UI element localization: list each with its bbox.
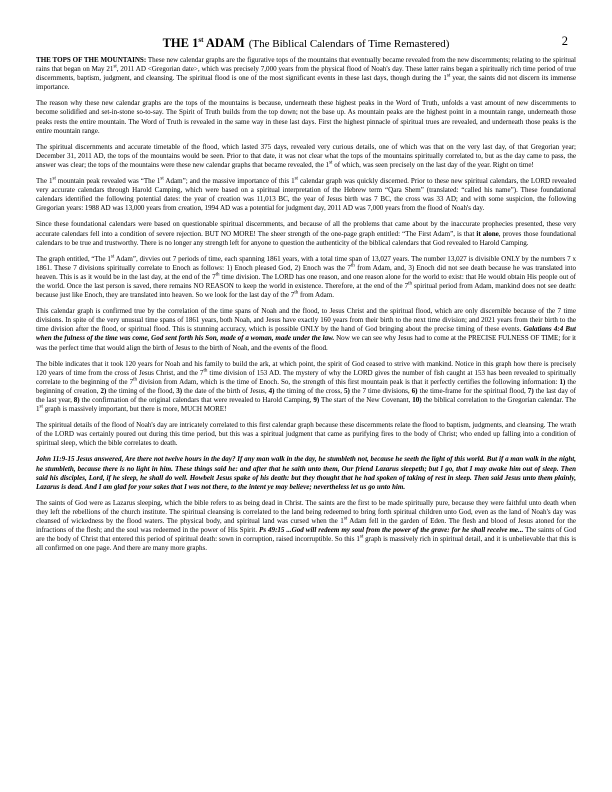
superscript-text: st [329,160,333,166]
superscript-text: st [110,254,115,260]
scripture-quote: John 11:9-15 Jesus answered, Are there not twelve hours in the day? If any man walk in the day, he stumbleth not, because he seeth the light of this world. But if a man walk in the night, he stumbleth, because there is no light in him. These things said he: and after that he saith unto them, Our friend Lazarus sleepeth; but I go, that I may awake him out of sleep. Then said his disciples, Lord, if he sleep, he shall do well. Howbeit Jesus spake of his death: but they thought that he had spoken of taking of rest in sleep. Then said Jesus unto them plainly, Lazarus is dead. And I am glad for your sakes that I was not there, to the intent ye may believe; nevertheless let us go unto him. [36,455,576,491]
text-run: The saints of God are the body of Christ that entered this period of spiritual death: sown in corruption, raised incorruptible. So this 1 [36,526,576,544]
text-run: the timing of the cross, [274,386,345,395]
superscript-text: th [350,263,355,269]
text-run: The 1 [36,177,53,186]
paragraph [36,499,576,554]
text-run: the 7 time divisions, [349,386,412,395]
superscript-text: th [133,377,137,383]
text-run: from Adam. [298,291,335,300]
text-run: The saints of God were as Lazarus sleeping, which the bible refers to as being dead in Christ. The saints are the first to be made spiritually pure, because they were faithful unto death when they left the rebellions of the church institute. The spiritual cleansing is correlated to the land being redeemed to bring forth spiritual children unto God, even as the land of Noah's day was cleansed of wickedness by the flood waters. The physical body, and spiritual land was cursed when the 1 [36,498,576,526]
text-run: The graph entitled, “The 1 [36,254,111,263]
bold-text: it alone [476,229,499,238]
text-run: the last day of the last year, [36,386,576,404]
superscript-text: st [359,534,364,540]
superscript-text: st [39,404,43,410]
text-run: from Adam, and, 3) Enoch did not see death because he was translated into heaven. This is as it would be in the last day, at the end of the 7 [36,263,576,281]
paragraph [36,99,576,135]
text-run: These new calendar graphs are the figurative tops of the mountains that eventually became revealed from the new discernments; relating to the spiritual rains that began on May 21 [36,56,576,74]
superscript-text: st [446,73,451,79]
superscript-text: th [203,368,208,374]
title-part-2: ADAM [203,36,245,50]
title-superscript: st [198,35,204,44]
text-run: division from Adam, which is the time of Enoch. So, the strength of this first mountain peak is that it perfectly certifies the following information: [137,377,560,386]
title-part-1: THE 1 [162,36,199,50]
paragraph [36,455,576,491]
superscript-text: th [215,272,220,278]
bold-text: 2) [100,386,107,395]
bold-text: 4) [268,386,275,395]
text-run: Adam”, divvies out 7 periods of time, each spanning 1861 years, with a total time span of 13,027 years. The number 13,027 is divisible ONLY by the numbers 7 x 1861. These 7 divisions spiritually correlate to Enoch as follows: 1) Enoch pleased God, 2) Enoch was the 7 [36,254,576,272]
text-run: mountain peak revealed was “The 1 [55,177,161,186]
superscript-text: th [294,290,299,296]
document-body [36,56,576,553]
text-run: The spiritual details of the flood of Noah's day are intricately correlated to this first calendar graph because these discernments relate the flood to baptism, judgments, and cleansing. The wrath of the LORD was certainly poured out during this time period, but this was a spiritual judgment that came as purifying fires to the body of Christ; who ended up falling into a condition of spiritual sleep, which the bible correlates to death. [36,421,576,448]
page-header [36,34,576,56]
bold-text: 7) [527,386,534,395]
superscript-text: st [294,176,298,182]
text-run: The spiritual discernments and accurate timetable of the flood, which lasted 375 days, revealed very curious details, one of which was that on the very last day, of that Gregorian year; December 31, 2011 AD, the tops of the mountains would be seen. Prior to that date, it was not clear what the tops of the mountains spiritually correlated to, but as the day came to pass, the answer was clear; the tops of the mountains were these new calendar graphs that became revealed, the 1 [36,142,576,169]
paragraph [36,177,576,213]
paragraph [36,421,576,448]
text-run: time division. The LORD has one reason, and one reason alone for the world to exist: that He would obtain His people out of the world. Once the last person is saved, there remains NO REASON to keep the world in existence. Therefore, at the end of the 7 [36,272,576,290]
paragraph [36,220,576,247]
document-page [36,34,576,774]
text-run: the beginning of creation, [36,377,576,395]
text-run: graph is massively rich in spiritual detail, and it is unbelievable that this is all confirmed on one page. And there are many more graphs. [36,535,576,553]
paragraph [36,56,576,92]
scripture-quote: Galatians 4:4 But when the fulness of the time was come, God sent forth his Son, made of a woman, made under the law. [36,325,576,343]
document-title [163,36,245,50]
text-run: , 2011 AD <Gregorian date>, which was precisely 7,000 years from the physical flood of Noah's day. These latter rains began a spiritually rich time period of true discernments, baptism, judgment, and cleansing. The spiritual flood is one of the most significant events in these last days, though during the 1 [36,65,576,83]
text-run: calendar graph was quickly discerned. Prior to these new spiritual calendars, the LORD revealed very accurate calendars through Harold Camping, which were based on a spiritual interpretation of the Hebrew term “Qara Shem” (translated: “called his name”). These foundational calendars identified the following potential dates: the year of creation was 11,013 BC, the year of Jesus birth was 7 BC, the cross was 33 AD; and with some suspicion, the following Gregorian years: 1988 AD was 13,000 years from creation, 1994 AD was a potential for judgment day, 2011 AD was 7,000 years from the flood of Noah's day. [36,177,576,213]
text-run: year, the saints did not discern its immense importance. [36,74,576,92]
superscript-text: st [52,176,56,182]
text-run: Adam fell in the garden of Eden. The flesh and blood of Jesus atoned for the infractions of the flesh; and the soul was redeemed in the power of His Spirit. [36,517,576,535]
text-run: the date of the birth of Jesus, [182,386,269,395]
text-run: The start of the New Covenant, [319,396,413,404]
paragraph [36,360,576,415]
superscript-text: st [160,176,164,182]
page-number: 2 [561,34,568,48]
text-run: the time-frame for the spiritual flood, [417,386,528,395]
text-run: the biblical correlation to the Gregorian calendar. The 1 [36,396,576,414]
paragraph [36,255,576,300]
bold-text: 8) [73,396,80,404]
text-run: spiritual period from Adam, mankind does not see death: because just like Enoch, they are translated into heaven. So we look for the last day of the 7 [36,281,576,300]
paragraph [36,143,576,170]
bold-text: 10) [412,396,422,404]
bold-text: 5) [344,386,350,395]
superscript-text: st [113,64,117,70]
bold-text: 1) [559,377,566,386]
text-run: the confirmation of the original calendars that were revealed to Harold Camping, [79,396,314,404]
bold-text: 6) [411,386,418,395]
bold-text: 9) [313,396,320,404]
text-run: Adam”; and the massive importance of this 1 [163,177,295,186]
superscript-text: st [343,516,348,522]
superscript-text: th [408,281,413,287]
text-run: graph is massively important, but there is more, MUCH MORE! [42,405,227,414]
text-run: Now we can see why Jesus had to come at the PRECISE FULNESS OF TIME; for it was the perfect time that would align the birth of Jesus to the birth of Noah, and the events of the flood. [36,334,576,352]
bold-text: 3) [176,386,183,395]
document-subtitle: (The Biblical Calendars of Time Remastered) [248,38,450,50]
scripture-quote: Ps 49:15 ...God will redeem my soul from the power of the grave: for he shall receive me... [259,526,524,535]
text-run: the timing of the flood, [106,386,177,395]
text-run: This calendar graph is confirmed true by the correlation of the time spans of Noah and the flood, to Jesus Christ and the spiritual flood, which are only discernible because of the 7 time divisions. In spite of the very unusual time spans of 1861 years, both Noah, and Jesus have exactly 160 years from their birth to the next time division; and 2021 years from their birth to the time division after the flood, or spiritual flood. This is stunning accuracy, which is possible ONLY by the hand of God bringing about the precise timing of these events. [36,307,576,334]
text-run: , proves those foundational calendars to be true and trustworthy. There is no longer any strength left for anyone to question the authenticity of the biblical calendars that God revealed to Harold Camping. [36,229,576,247]
text-run: Since these foundational calendars were based on questionable spiritual discernments, and because of all the problems that came about by the inaccurate prophecies presented, these very accurate calendars fell into a condition of severe rejection. BUT NO MORE! The sheer strength of the one-page graph entitled: “The First Adam”, is that [36,220,576,238]
bold-text: THE TOPS OF THE MOUNTAINS: [36,56,147,64]
text-run: The bible indicates that it took 120 years for Noah and his family to build the ark, at which point, the spirit of God ceased to strive with mankind. Notice in this graph how there is precisely 120 years of time from the cross of Jesus Christ, and the 7 [36,359,576,377]
text-run: The reason why these new calendar graphs are the tops of the mountains is because, underneath these highest peaks in the Word of Truth, unfolds a vast amount of new discernments to become solidified and set-in-stone so-to-say. The Spirit of Truth builds from the top down; not the base up. As mountain peaks are the highest point in a mountain range, underneath those peaks rests the entire mountain. The Word of Truth is revealed in the same way in these last days. First the highest pinnacle of spiritual trues are revealed, and underneath those peaks is the entire mountain range. [36,99,576,135]
text-run: of which, was seen precisely on the last day of the year. Right on time! [332,160,534,169]
text-run: time division of 153 AD. The mystery of why the LORD gives the number of fish caught at 153 has been revealed to spiritually correlate to the beginning of the 7 [36,368,576,386]
paragraph [36,307,576,352]
